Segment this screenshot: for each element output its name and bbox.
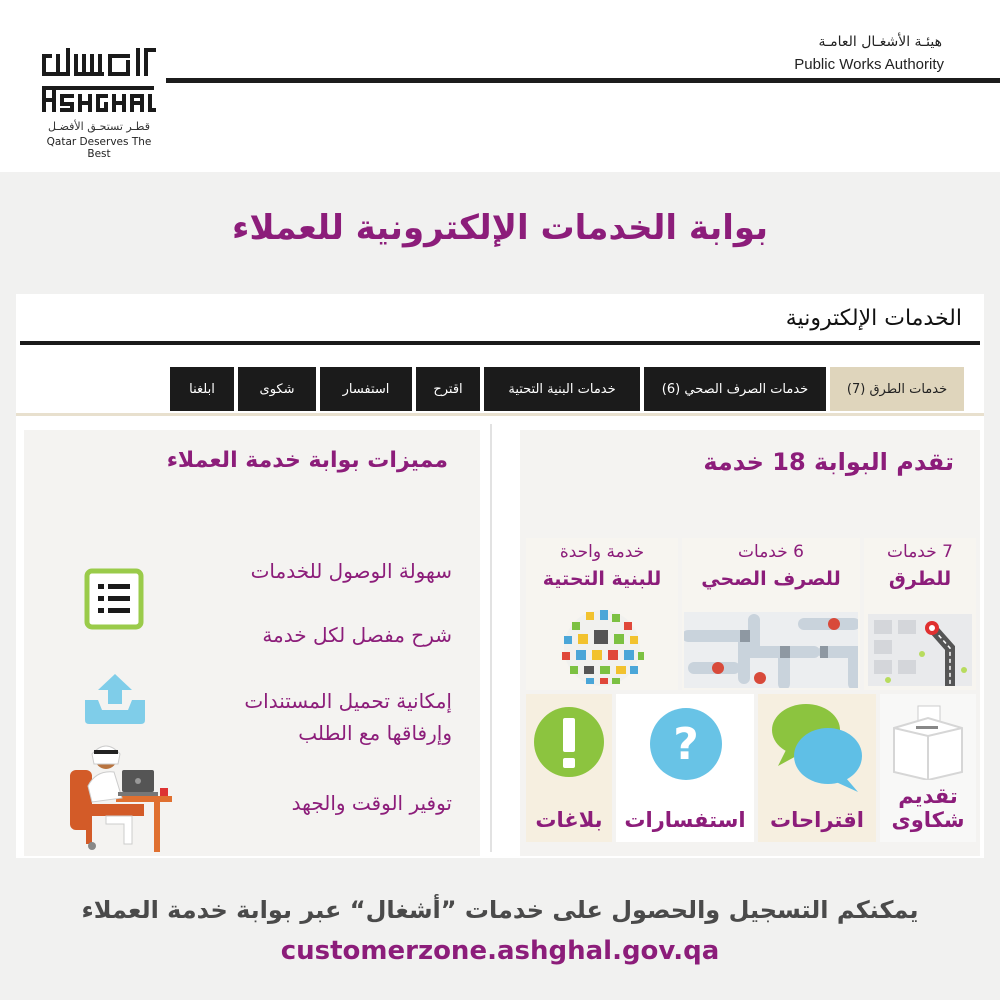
tile-reports-label: بلاغات bbox=[535, 808, 603, 832]
header-divider bbox=[166, 78, 1000, 83]
upload-icon bbox=[80, 670, 150, 728]
services-title: تقدم البوابة 18 خدمة bbox=[703, 448, 954, 476]
tile-roads-label: للطرق bbox=[888, 568, 952, 590]
feature-easy-access: سهولة الوصول للخدمات bbox=[250, 559, 452, 583]
feature-save-time: توفير الوقت والجهد bbox=[291, 791, 452, 815]
tab-inquiry[interactable]: استفسار bbox=[320, 367, 412, 411]
tab-complaint[interactable]: شكوى bbox=[238, 367, 316, 411]
question-icon bbox=[648, 706, 724, 782]
tile-infrastructure-label: للبنية التحتية bbox=[542, 568, 662, 590]
svg-text:?: ? bbox=[673, 719, 699, 770]
tab-report[interactable]: ابلغنا bbox=[170, 367, 234, 411]
tile-complaints-label: تقديم شكاوى bbox=[891, 784, 965, 832]
service-tabs bbox=[16, 367, 984, 413]
pipes-icon bbox=[684, 612, 858, 688]
tile-sewage[interactable] bbox=[682, 538, 860, 690]
tile-roads[interactable] bbox=[864, 538, 976, 690]
features-title: مميزات بوابة خدمة العملاء bbox=[166, 448, 448, 473]
tile-inquiries-label: استفسارات bbox=[624, 808, 746, 832]
list-icon bbox=[84, 568, 144, 630]
tile-reports[interactable] bbox=[526, 694, 612, 842]
tab-suggest[interactable]: اقترح bbox=[416, 367, 480, 411]
feature-attach-to-request: وإرفاقها مع الطلب bbox=[298, 721, 452, 745]
portal-title: الخدمات الإلكترونية bbox=[785, 306, 962, 331]
logo-english-tagline: Qatar Deserves The Best bbox=[46, 136, 152, 160]
road-map-icon bbox=[868, 614, 972, 686]
tab-infrastructure[interactable]: خدمات البنية التحتية bbox=[484, 367, 640, 411]
page-title: بوابة الخدمات الإلكترونية للعملاء bbox=[232, 208, 768, 248]
exclamation-icon bbox=[532, 704, 606, 780]
authority-name-english: Public Works Authority bbox=[794, 56, 944, 73]
speech-bubbles-icon bbox=[766, 700, 868, 796]
tile-inquiries[interactable] bbox=[616, 694, 754, 842]
tab-roads[interactable]: خدمات الطرق (7) bbox=[830, 367, 964, 411]
ballot-box-icon bbox=[888, 704, 968, 780]
tile-sewage-count: 6 خدمات bbox=[738, 542, 804, 562]
ashghal-logo bbox=[40, 46, 158, 118]
infrastructure-icon bbox=[556, 608, 648, 688]
tile-infrastructure[interactable] bbox=[526, 538, 678, 690]
authority-name-arabic: هيئـة الأشغـال العامـة bbox=[818, 34, 942, 50]
portal-screenshot-panel bbox=[16, 294, 984, 858]
employee-at-laptop-illustration bbox=[66, 740, 174, 854]
tab-underline bbox=[16, 413, 984, 416]
tile-infrastructure-count: خدمة واحدة bbox=[559, 542, 645, 562]
footer-portal-url[interactable]: customerzone.ashghal.gov.qa bbox=[280, 936, 720, 966]
feature-detailed-explanation: شرح مفصل لكل خدمة bbox=[262, 623, 452, 647]
logo-arabic-tagline: قطـر تستحـق الأفضـل bbox=[48, 120, 150, 133]
footer-register-text: يمكنكم التسجيل والحصول على خدمات ”أشغال“ عبر بوابة خدمة العملاء bbox=[81, 896, 919, 924]
tile-suggestions-label: اقتراحات bbox=[770, 808, 864, 832]
header bbox=[0, 0, 1000, 172]
tab-sewage[interactable]: خدمات الصرف الصحي (6) bbox=[644, 367, 826, 411]
feature-upload-documents: إمكانية تحميل المستندات bbox=[244, 689, 452, 713]
tile-suggestions[interactable] bbox=[758, 694, 876, 842]
tile-roads-count: 7 خدمات bbox=[887, 542, 953, 562]
tile-complaints[interactable] bbox=[880, 694, 976, 842]
column-divider bbox=[490, 424, 492, 852]
portal-title-rule bbox=[20, 341, 980, 345]
tile-sewage-label: للصرف الصحي bbox=[701, 568, 841, 590]
